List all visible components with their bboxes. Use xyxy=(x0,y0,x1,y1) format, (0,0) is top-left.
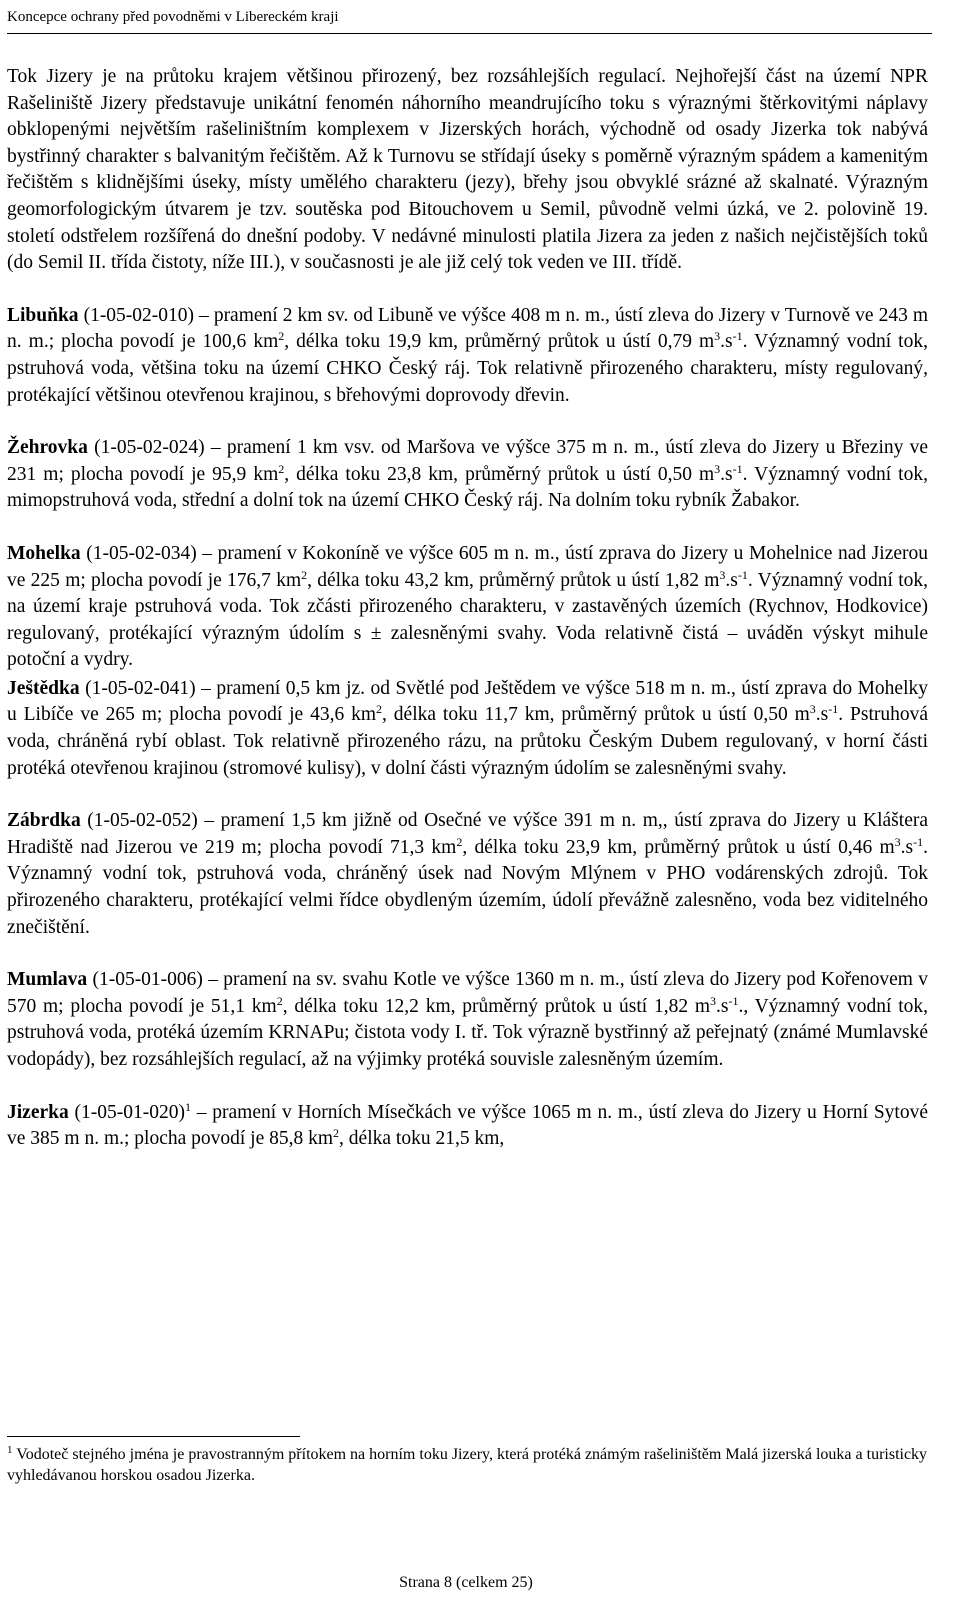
river-paragraph-mohelka: Mohelka (1-05-02-034) – pramení v Kokoníně ve výšce 605 m n. m., ústí zprava do Jizery u Mohelnice nad Jizerou ve 225 m; plocha povodí je 176,7 $km^2$, délka toku 43,2 km, průměrný průtok u ústí 1,82 $m^3.s^{-1}$. Významný vodní tok, na území kraje pstruhová voda. Tok zčásti přirozeného charakteru, v zastavěných územích (Rychnov, Hodkovice) regulovaný, protékající výrazným údolím s ± zalesněnými svahy. Voda relativně čistá – uváděn výskyt mihule potoční a vydry. xyxy=(7,542,928,671)
document-body xyxy=(7,64,928,1153)
river-name: Ještědka xyxy=(7,677,80,699)
river-name: Jizerka xyxy=(7,1101,69,1123)
river-paragraph-jizerka: Jizerka $(1-05-01-020)^1$ – pramení v Horních Mísečkách ve výšce 1065 m n. m., ústí zleva do Jizery u Horní Sytové ve 385 m n. m.; plocha povodí je 85,8 $km^2$, délka toku 21,5 km, xyxy=(7,1099,929,1150)
river-name: Libuňka xyxy=(7,304,79,326)
page-number: Strana 8 (celkem 25) xyxy=(399,1574,533,1591)
header-divider xyxy=(7,33,932,34)
page-header xyxy=(7,8,947,26)
river-name: Žehrovka xyxy=(7,437,88,459)
footnote xyxy=(7,1444,928,1486)
river-name: Mumlava xyxy=(7,969,88,991)
river-paragraph-zabrdka: Zábrdka (1-05-02-052) – pramení 1,5 km jižně od Osečné ve výšce 391 m n. m,, ústí zprava do Jizery u Kláštera Hradiště nad Jizerou ve 219 m; plocha povodí 71,3 $km^2$, délka toku 23,9 km, průměrný průtok u ústí 0,46 $m^3.s^{-1}$. Významný vodní tok, pstruhová voda, chráněný úsek nad Novým Mlýnem v PHO vodárenských zdrojů. Tok přirozeného charakteru, protékající velmi řídce obydleným územím, údolí převážně zalesněno, voda bez viditelného znečištění. xyxy=(7,810,928,938)
river-name: Mohelka xyxy=(7,542,81,564)
footnote-text: Vodoteč stejného jména je pravostranným přítokem na horním toku Jizery, která protéká známým rašeliništěm Malá jizerská louka a turisticky vyhledávanou horskou osadou Jizerka. xyxy=(7,1446,928,1484)
document-title: Koncepce ochrany před povodněmi v Libereckém kraji xyxy=(7,9,339,25)
intro-paragraph: Tok Jizery je na průtoku krajem většinou přirozený, bez rozsáhlejších regulací. Nejhořejší část na území NPR Rašeliniště Jizery představuje unikátní fenomén náhorního meandrujícího toku s výraznými štěrkovitými náplavy obklopenými největším rašeliništním komplexem v Jizerských horách, východně od osady Jizerka tok nabývá bystřinný charakter s balvanitým řečištěm. Až k Turnovu se střídají úseky s poměrně výrazným spádem a kamenitým řečištěm s klidnějšími úseky, místy umělého charakteru (jezy), břehy jsou obvyklé srázné až skalnaté. Výrazným geomorfologickým útvarem je tzv. soutěska pod Bitouchovem u Semil, původně velmi úzká, ve 2. polovině 19. století odstřelem rozšířená do dnešní podoby. V nedávné minulosti platila Jizera za jeden z našich nejčistějších toků (do Semil II. třída čistoty, níže III.), v současnosti je ale již celý tok veden ve III. třídě. xyxy=(7,66,928,274)
footnote-reference[interactable]: 1 xyxy=(184,1099,191,1114)
river-paragraph-libunka: Libuňka (1-05-02-010) – pramení 2 km sv. od Libuně ve výšce 408 m n. m., ústí zleva do Jizery v Turnově ve 243 m n. m.; plocha povodí je 100,6 $km^2$, délka toku 19,9 km, průměrný průtok u ústí 0,79 $m^3.s^{-1}$. Významný vodní tok, pstruhová voda, většina toku na území CHKO Český ráj. Tok relativně přirozeného charakteru, místy regulovaný, protékající většinou otevřenou krajinou, s břehovými doprovody dřevin. xyxy=(7,304,928,406)
river-paragraph-zehrovka: Žehrovka (1-05-02-024) – pramení 1 km vsv. od Maršova ve výšce 375 m n. m., ústí zleva do Jizery u Březiny ve 231 m; plocha povodí je 95,9 $km^2$, délka toku 23,8 km, průměrný průtok u ústí 0,50 $m^3.s^{-1}$. Významný vodní tok, mimopstruhová voda, střední a dolní tok na území CHKO Český ráj. Na dolním toku rybník Žabakor. xyxy=(7,437,928,512)
footnote-marker: 1 xyxy=(7,1444,13,1456)
river-paragraph-jestedka: Ještědka (1-05-02-041) – pramení 0,5 km jz. od Světlé pod Ještědem ve výšce 518 m n. m., ústí zprava do Mohelky u Libíče ve 265 m; plocha povodí je 43,6 $km^2$, délka toku 11,7 km, průměrný průtok u ústí 0,50 $m^3.s^{-1}$. Pstruhová voda, chráněná rybí oblast. Tok relativně přirozeného rázu, na průtoku Českým Dubem regulovaný, v horní části protéká otevřenou krajinou (stromové kulisy), v dolní části výrazným údolím se zalesněnými svahy. xyxy=(7,677,929,779)
footnote-divider xyxy=(7,1436,300,1437)
river-paragraph-mumlava: Mumlava (1-05-01-006) – pramení na sv. svahu Kotle ve výšce 1360 m n. m., ústí zleva do Jizery pod Kořenovem v 570 m; plocha povodí je 51,1 $km^2$, délka toku 12,2 km, průměrný průtok u ústí 1,82 $m^3.s^{-1}$., Významný vodní tok, pstruhová voda, protéká územím KRNAPu; čistota vody I. tř. Tok výrazně bystřinný až peřejnatý (známé Mumlavské vodopády), bez rozsáhlejších regulací, až na výjimky protéká souvisle zalesněným územím. xyxy=(7,969,928,1070)
river-name: Zábrdka xyxy=(7,810,81,832)
